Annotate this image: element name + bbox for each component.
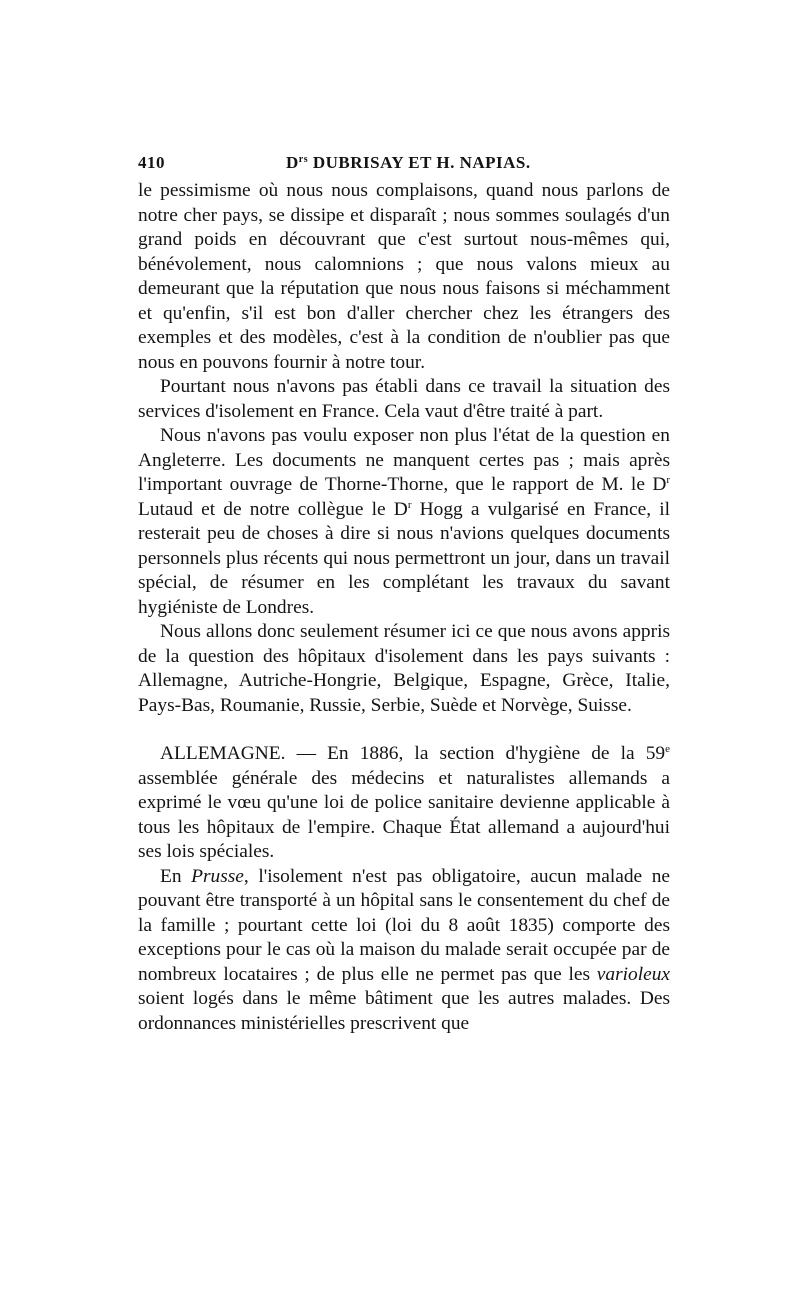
- superscript-ordinal: e: [665, 743, 670, 755]
- paragraph-prusse: [138, 865, 670, 1037]
- superscript-dr-1: r: [666, 474, 670, 486]
- running-head: [138, 153, 670, 179]
- paragraph-allemagne: [138, 742, 670, 865]
- paragraph-allemagne-part-b: assemblée générale des médecins et naturalistes allemands a exprimé le vœu qu'une loi de police sanitaire devienne applicable à tous les hôpitaux de l'empire. Chaque État allemand a aujourd'hui ses lois spéciales.: [138, 767, 670, 862]
- header-title-superscript: rs: [298, 154, 309, 165]
- paragraph-prusse-part-c: soient logés dans le même bâtiment que les autres malades. Des ordonnances ministérielles prescrivent que: [138, 988, 670, 1034]
- header-title-authors: DUBRISAY ET H. NAPIAS.: [308, 153, 531, 172]
- book-page: [138, 153, 670, 1036]
- paragraph-continuation: le pessimisme où nous nous complaisons, quand nous parlons de notre cher pays, se dissipe et disparaît ; nous sommes soulagés d'un grand poids en découvrant que c'est surtout nous-mêmes qui, bénévolement, nous calomnions ; que nous valons mieux au demeurant que la réputation que nous nous faisons si méchamment et qu'enfin, s'il est bon d'aller chercher chez les étrangers des exemples et des modèles, c'est à la condition de n'oublier pas que nous en pouvons fournir à notre tour.: [138, 180, 670, 373]
- paragraph-angleterre-part-c: Hogg a vulgarisé en France, il resterait peu de choses à dire si nous n'avions quelques documents personnels plus récents qui nous permettront un jour, dans un travail spécial, de résumer en les complétant les travaux du savant hygiéniste de Londres.: [138, 498, 670, 618]
- paragraph-angleterre: [138, 424, 670, 620]
- italic-prusse: Prusse: [191, 865, 244, 887]
- body-text: [138, 179, 670, 1036]
- paragraph-pays: Nous allons donc seulement résumer ici ce que nous avons appris de la question des hôpitaux d'isolement dans les pays suivants : Allemagne, Autriche-Hongrie, Belgique, Espagne, Grèce, Italie, Pays-Bas, Roumanie, Russie, Serbie, Suède et Norvège, Suisse.: [138, 621, 670, 716]
- header-title: [286, 153, 531, 173]
- superscript-dr-2: r: [407, 498, 412, 511]
- paragraph-allemagne-part-a: ALLEMAGNE. — En 1886, la section d'hygiène de la 59: [160, 743, 666, 764]
- paragraph-angleterre-part-b: Lutaud et de notre collègue le D: [138, 498, 408, 520]
- italic-varioleux: varioleux: [596, 963, 670, 985]
- paragraph-angleterre-part-a: Nous n'avons pas voulu exposer non plus l'état de la question en Angleterre. Les documents ne manquent certes pas ; mais après l'important ouvrage de Thorne-Thorne, que le rapport de M. le D: [138, 425, 670, 495]
- paragraph-prusse-part-a: En: [160, 865, 192, 887]
- page-number: 410: [138, 153, 165, 172]
- paragraph-france: Pourtant nous n'avons pas établi dans ce travail la situation des services d'isolement en France. Cela vaut d'être traité à part.: [138, 376, 670, 422]
- header-title-prefix: D: [286, 153, 299, 172]
- paragraph-prusse-part-b: , l'isolement n'est pas obligatoire, aucun malade ne pouvant être transporté à un hôpital sans le consentement du chef de la famille ; pourtant cette loi (loi du 8 août 1835) comporte des exceptions pour le cas où la maison du malade serait occupée par de nombreux locataires ; de plus elle ne permet pas que les: [138, 865, 670, 985]
